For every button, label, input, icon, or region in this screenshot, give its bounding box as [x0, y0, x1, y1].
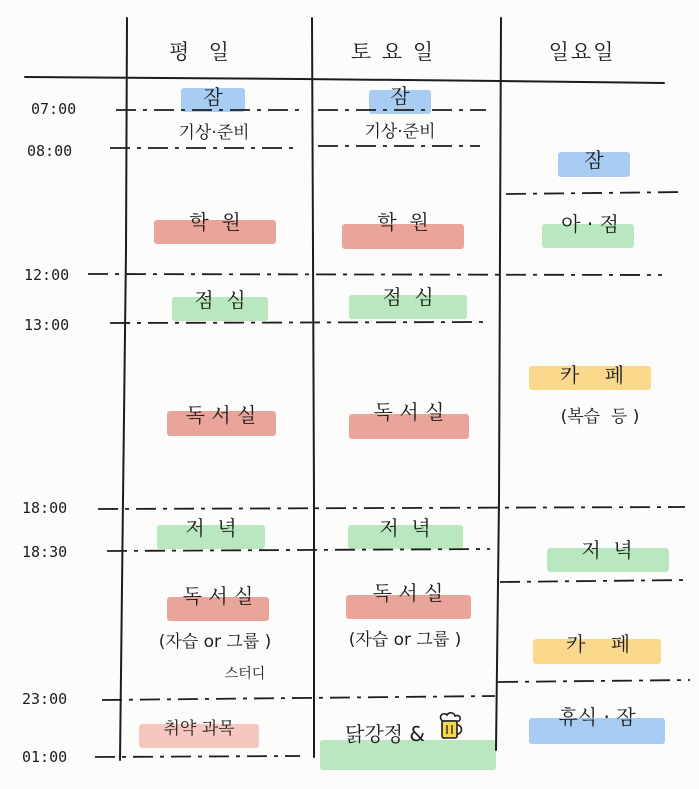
sunday-dinner: 저 녁 — [581, 538, 633, 562]
line-1830 — [107, 549, 490, 551]
weekday-weak-subject: 취약 과목 — [163, 719, 235, 739]
saturday-study-room: 독 서 실 — [373, 400, 445, 424]
saturday-lunch: 점 심 — [382, 285, 434, 309]
time-0100: 01:00 — [22, 748, 68, 766]
time-1800: 18:00 — [22, 499, 68, 517]
saturday-self-study: (자습 or 그룹 ) — [348, 630, 462, 650]
line-0100 — [95, 756, 300, 757]
saturday-chicken: 닭강정 & — [345, 722, 425, 746]
weekday-dinner: 저 녁 — [185, 516, 237, 540]
sunday-sleep: 잠 — [584, 148, 604, 172]
weekday-academy: 학 원 — [189, 210, 241, 234]
sunday-cafe: 카 페 — [559, 363, 625, 387]
time-2300: 23:00 — [22, 690, 68, 708]
time-1300: 13:00 — [24, 316, 70, 334]
saturday-dinner: 저 녁 — [379, 516, 431, 540]
weekday-study-room2: 독 서 실 — [182, 584, 254, 608]
weekday-left-line — [120, 18, 127, 760]
beer-foam — [441, 713, 461, 721]
weekday-wakeup: 기상·준비 — [178, 123, 250, 143]
header-saturday: 토 요 일 — [350, 40, 436, 64]
line-1800 — [98, 507, 685, 509]
weekday-study-room: 독 서 실 — [185, 403, 257, 427]
time-0800: 08:00 — [27, 142, 73, 160]
line-sunday-dinner-start — [500, 580, 689, 582]
beer-glass — [442, 721, 457, 738]
line-2300 — [102, 696, 495, 700]
time-0700: 07:00 — [31, 100, 77, 118]
sunday-rest-sleep: 휴식 · 잠 — [558, 705, 636, 729]
line-sunday-sleep-end — [506, 192, 685, 194]
header-sunday: 일요일 — [548, 40, 616, 64]
sunday-cafe2: 카 페 — [565, 632, 631, 656]
weekday-lunch: 점 심 — [194, 288, 246, 312]
line-1200 — [88, 274, 662, 275]
sunday-brunch: 아 · 점 — [561, 212, 619, 236]
beer-mug-icon — [438, 712, 464, 740]
weekday-saturday-divider — [312, 18, 314, 757]
header-weekday: 평 일 — [169, 40, 231, 64]
saturday-wakeup: 기상·준비 — [364, 122, 436, 142]
weekday-sleep: 잠 — [203, 85, 223, 109]
saturday-academy: 학 원 — [377, 210, 429, 234]
sunday-review: (복습 등 ) — [560, 407, 640, 427]
line-sunday-cafe2-end — [498, 680, 690, 682]
saturday-sleep: 잠 — [390, 84, 410, 108]
saturday-sunday-divider — [496, 18, 501, 750]
saturday-study-room2: 독 서 실 — [372, 581, 444, 605]
line-1300 — [110, 322, 485, 323]
header-line — [25, 77, 664, 83]
weekday-self-study: (자습 or 그룹 ) — [158, 632, 272, 652]
weekday-study-group: 스터디 — [224, 666, 266, 682]
time-1830: 18:30 — [22, 543, 68, 561]
time-1200: 12:00 — [24, 266, 70, 284]
